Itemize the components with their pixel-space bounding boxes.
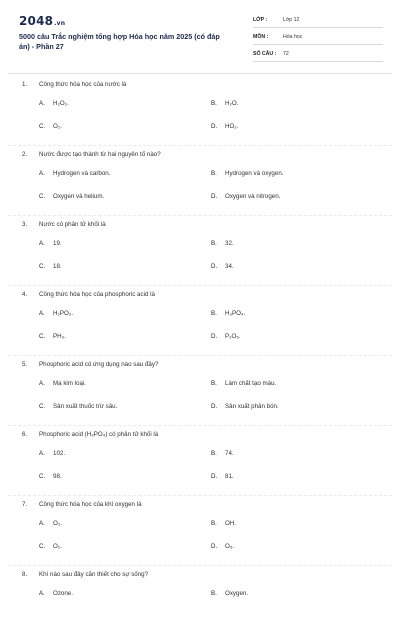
option-text: Hydrogen và oxygen.	[225, 170, 284, 177]
option-c[interactable]	[39, 193, 104, 200]
option-letter: A.	[39, 310, 45, 317]
option-letter: A.	[39, 450, 45, 457]
option-letter: C.	[39, 123, 46, 130]
site-logo[interactable]	[19, 14, 65, 28]
question-4	[0, 291, 400, 361]
meta-subject-row	[253, 32, 383, 45]
option-text: HO₂.	[225, 123, 239, 130]
option-b[interactable]	[211, 310, 245, 317]
question-number: 7.	[22, 501, 28, 508]
option-letter: C.	[39, 263, 46, 270]
option-a[interactable]	[39, 240, 62, 247]
option-d[interactable]	[211, 333, 241, 340]
option-text: 102.	[53, 450, 66, 457]
question-text: Công thức hóa học của phosphoric acid là	[39, 291, 155, 298]
page-title: 5000 câu Trắc nghiệm tổng hợp Hóa học năm 2025 (có đáp án) - Phần 27	[19, 32, 220, 51]
option-letter: D.	[211, 403, 218, 410]
option-b[interactable]	[211, 240, 234, 247]
question-text: Công thức hóa học của nước là	[39, 81, 127, 88]
meta-count-value: 72	[283, 51, 289, 57]
option-text: H₂O.	[225, 100, 239, 107]
question-number: 8.	[22, 571, 28, 578]
option-b[interactable]	[211, 520, 236, 527]
option-text: 18.	[53, 263, 62, 270]
option-letter: B.	[211, 240, 217, 247]
option-b[interactable]	[211, 450, 234, 457]
question-number: 1.	[22, 81, 28, 88]
option-letter: D.	[211, 193, 218, 200]
question-number: 4.	[22, 291, 28, 298]
option-c[interactable]	[39, 123, 62, 130]
option-text: H₂O₂.	[53, 100, 69, 107]
option-d[interactable]	[211, 543, 234, 550]
header-divider	[8, 73, 392, 74]
option-letter: D.	[211, 543, 218, 550]
option-a[interactable]	[39, 380, 86, 387]
option-text: Làm chất tạo màu.	[225, 380, 277, 387]
option-a[interactable]	[39, 100, 69, 107]
question-6	[0, 431, 400, 501]
option-text: O₂.	[53, 123, 62, 130]
option-letter: C.	[39, 543, 46, 550]
question-2	[0, 151, 400, 221]
question-text: Khí nào sau đây cần thiết cho sự sống?	[39, 571, 149, 578]
option-letter: A.	[39, 100, 45, 107]
option-letter: B.	[211, 170, 217, 177]
option-d[interactable]	[211, 473, 234, 480]
option-text: Oxygen và nitrogen.	[225, 193, 281, 200]
question-7	[0, 501, 400, 571]
option-letter: A.	[39, 170, 45, 177]
option-b[interactable]	[211, 170, 283, 177]
option-text: O₂.	[53, 543, 62, 550]
option-a[interactable]	[39, 520, 62, 527]
option-c[interactable]	[39, 473, 62, 480]
option-letter: B.	[211, 310, 217, 317]
question-number: 3.	[22, 221, 28, 228]
option-a[interactable]	[39, 450, 65, 457]
question-divider	[8, 425, 392, 426]
meta-class-label: LỚP :	[253, 17, 268, 23]
question-text: Phosphoric acid (H₃PO₄) có phân tử khối là	[39, 431, 159, 438]
option-text: H₃PO₄.	[225, 310, 246, 317]
option-letter: B.	[211, 450, 217, 457]
option-letter: A.	[39, 240, 45, 247]
option-letter: A.	[39, 520, 45, 527]
option-d[interactable]	[211, 193, 280, 200]
option-letter: B.	[211, 100, 217, 107]
option-text: 98.	[53, 473, 62, 480]
option-d[interactable]	[211, 403, 279, 410]
option-letter: C.	[39, 333, 46, 340]
option-letter: D.	[211, 333, 218, 340]
option-b[interactable]	[211, 380, 276, 387]
option-text: OH.	[225, 520, 237, 527]
option-letter: D.	[211, 123, 218, 130]
logo-main: 2048	[19, 14, 54, 28]
question-text: Phosphoric acid có ứng dụng nào sau đây?	[39, 361, 159, 368]
meta-info	[253, 15, 383, 66]
meta-class-value: Lớp 12	[283, 17, 300, 23]
meta-subject-value: Hóa học	[283, 34, 303, 40]
option-text: 34.	[225, 263, 234, 270]
option-text: Oxygen và helium.	[53, 193, 105, 200]
option-b[interactable]	[211, 100, 238, 107]
option-d[interactable]	[211, 263, 234, 270]
option-text: Ozone.	[53, 590, 73, 597]
option-text: Sản xuất phân bón.	[225, 403, 279, 410]
option-text: O₃.	[53, 520, 63, 527]
logo-tld: .vn	[54, 20, 66, 27]
option-c[interactable]	[39, 543, 62, 550]
option-text: 81.	[225, 473, 234, 480]
option-letter: C.	[39, 473, 46, 480]
question-divider	[8, 355, 392, 356]
option-letter: B.	[211, 380, 217, 387]
option-text: Hydrogen và carbon.	[53, 170, 111, 177]
question-5	[0, 361, 400, 431]
meta-subject-label: MÔN :	[253, 34, 269, 40]
question-divider	[8, 565, 392, 566]
option-letter: C.	[39, 403, 46, 410]
question-number: 2.	[22, 151, 28, 158]
option-a[interactable]	[39, 590, 73, 597]
meta-class-row	[253, 15, 383, 28]
option-letter: D.	[211, 263, 218, 270]
option-c[interactable]	[39, 333, 66, 340]
option-text: PH₃.	[53, 333, 66, 340]
question-divider	[8, 215, 392, 216]
question-divider	[8, 495, 392, 496]
question-3	[0, 221, 400, 291]
option-b[interactable]	[211, 590, 248, 597]
question-text: Công thức hóa học của khí oxygen là	[39, 501, 142, 508]
option-letter: C.	[39, 193, 46, 200]
question-text: Nước được tạo thành từ hai nguyên tố nào?	[39, 151, 161, 158]
option-c[interactable]	[39, 263, 62, 270]
option-text: 19.	[53, 240, 62, 247]
option-a[interactable]	[39, 310, 73, 317]
meta-count-label: SỐ CÂU :	[253, 51, 277, 57]
option-c[interactable]	[39, 403, 117, 410]
option-a[interactable]	[39, 170, 110, 177]
option-text: Sản xuất thuốc trừ sâu.	[53, 403, 118, 410]
option-letter: A.	[39, 590, 45, 597]
option-text: H₂PO₃.	[53, 310, 74, 317]
option-text: 32.	[225, 240, 234, 247]
question-text: Nước có phân tử khối là	[39, 221, 106, 228]
option-text: Mạ kim loại.	[53, 380, 87, 387]
question-number: 5.	[22, 361, 28, 368]
option-text: O₅.	[225, 543, 235, 550]
option-text: P₂O₅.	[225, 333, 241, 340]
question-8	[0, 571, 400, 641]
meta-count-row	[253, 49, 383, 62]
option-letter: D.	[211, 473, 218, 480]
option-letter: A.	[39, 380, 45, 387]
option-text: 74.	[225, 450, 234, 457]
option-letter: B.	[211, 520, 217, 527]
option-letter: B.	[211, 590, 217, 597]
option-text: Oxygen.	[225, 590, 249, 597]
option-d[interactable]	[211, 123, 238, 130]
question-divider	[8, 145, 392, 146]
question-1	[0, 81, 400, 151]
question-divider	[8, 285, 392, 286]
question-number: 6.	[22, 431, 28, 438]
